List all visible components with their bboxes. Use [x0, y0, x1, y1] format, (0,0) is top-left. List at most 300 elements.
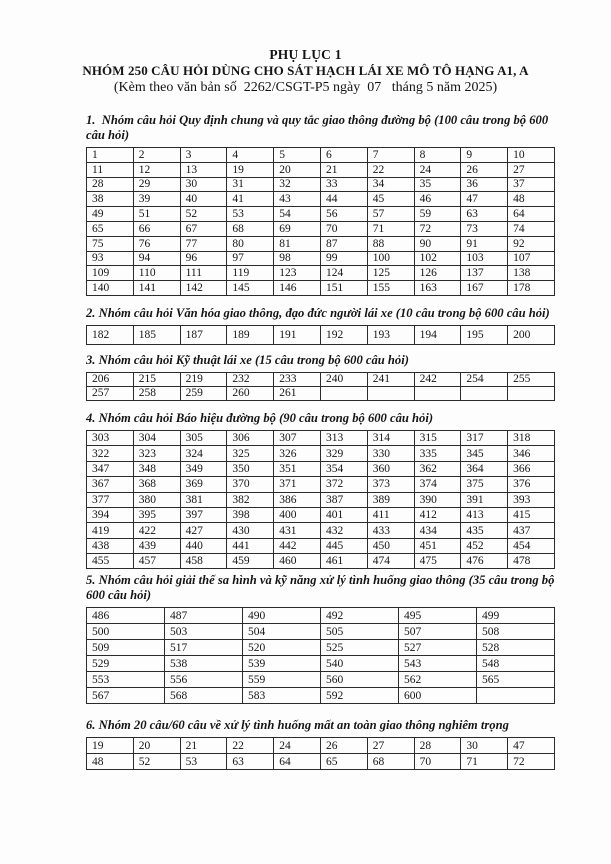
question-number-cell: 451	[414, 538, 461, 553]
question-number-cell: 21	[320, 162, 367, 177]
question-number-cell: 20	[274, 162, 321, 177]
question-number-cell: 100	[367, 251, 414, 266]
question-number-cell: 19	[227, 162, 274, 177]
section-heading: 5. Nhóm câu hỏi giải thế sa hình và kỹ năng xử lý tình huống giao thông (35 câu trong bộ 600 câu hỏi)	[86, 573, 555, 603]
question-number-cell: 93	[87, 251, 134, 266]
question-number-cell: 151	[320, 281, 367, 296]
question-number-cell: 437	[508, 523, 555, 538]
question-number-cell: 540	[321, 656, 399, 672]
question-number-cell: 454	[508, 538, 555, 553]
question-number-cell: 368	[133, 477, 180, 492]
question-number-cell: 22	[367, 162, 414, 177]
question-number-cell: 400	[274, 507, 321, 522]
question-number-cell: 592	[321, 688, 399, 704]
question-number-cell: 360	[367, 461, 414, 476]
question-number-cell: 441	[227, 538, 274, 553]
question-number-cell: 347	[87, 461, 134, 476]
question-number-cell: 455	[87, 554, 134, 569]
question-number-cell: 567	[87, 688, 165, 704]
question-number-cell: 326	[274, 446, 321, 461]
question-number-cell: 182	[87, 325, 134, 344]
question-number-cell: 49	[87, 207, 134, 222]
question-number-cell: 401	[320, 507, 367, 522]
document-title: NHÓM 250 CÂU HỎI DÙNG CHO SÁT HẠCH LÁI XE MÔ TÔ HẠNG A1, A	[82, 63, 529, 78]
question-number-cell	[414, 386, 461, 400]
question-number-cell: 371	[274, 477, 321, 492]
question-number-cell: 452	[461, 538, 508, 553]
question-group-section-3	[86, 353, 555, 401]
question-number-cell: 325	[227, 446, 274, 461]
question-number-cell: 254	[461, 372, 508, 386]
question-number-cell: 20	[133, 738, 180, 754]
question-number-cell: 529	[87, 656, 165, 672]
question-number-cell: 458	[180, 554, 227, 569]
question-number-cell: 44	[320, 192, 367, 207]
question-number-cell: 390	[414, 492, 461, 507]
question-number-cell: 411	[367, 507, 414, 522]
question-number-cell: 432	[320, 523, 367, 538]
question-number-cell: 28	[414, 738, 461, 754]
question-number-cell: 65	[320, 754, 367, 770]
question-number-cell: 560	[321, 672, 399, 688]
question-number-cell: 367	[87, 477, 134, 492]
question-group-section-2	[86, 306, 555, 345]
question-number-cell: 96	[180, 251, 227, 266]
question-number-cell: 57	[367, 207, 414, 222]
section-heading: 4. Nhóm câu hỏi Báo hiệu đường bộ (90 câu trong bộ 600 câu hỏi)	[86, 410, 434, 425]
question-number-cell: 110	[133, 266, 180, 281]
question-number-cell: 63	[227, 754, 274, 770]
table-row	[87, 461, 555, 476]
question-number-cell: 194	[414, 325, 461, 344]
question-number-cell: 568	[165, 688, 243, 704]
question-number-cell: 73	[461, 221, 508, 236]
table-row	[87, 624, 555, 640]
question-number-cell: 64	[274, 754, 321, 770]
question-number-cell: 137	[461, 266, 508, 281]
section-heading: 6. Nhóm 20 câu/60 câu về xử lý tình huống mất an toàn giao thông nghiêm trọng	[86, 718, 509, 733]
question-number-cell: 187	[180, 325, 227, 344]
question-number-cell: 317	[461, 430, 508, 445]
question-number-cell: 5	[274, 148, 321, 163]
question-number-cell: 508	[477, 624, 555, 640]
question-number-cell: 71	[367, 221, 414, 236]
question-number-cell: 48	[508, 192, 555, 207]
sections-container	[86, 113, 555, 770]
table-row	[87, 372, 555, 386]
question-number-cell: 90	[414, 236, 461, 251]
question-number-cell: 193	[367, 325, 414, 344]
question-number-cell: 307	[274, 430, 321, 445]
question-number-cell: 374	[414, 477, 461, 492]
question-number-cell: 98	[274, 251, 321, 266]
question-number-cell: 539	[243, 656, 321, 672]
table-row	[87, 672, 555, 688]
table-row	[87, 656, 555, 672]
question-number-cell: 527	[399, 640, 477, 656]
question-number-cell: 30	[461, 738, 508, 754]
question-number-cell: 258	[133, 386, 180, 400]
question-number-cell: 9	[461, 148, 508, 163]
question-number-cell: 381	[180, 492, 227, 507]
question-number-cell: 520	[243, 640, 321, 656]
question-number-cell: 525	[321, 640, 399, 656]
table-row	[87, 162, 555, 177]
question-number-cell: 259	[180, 386, 227, 400]
table-row	[87, 386, 555, 400]
question-number-cell: 415	[508, 507, 555, 522]
question-number-cell: 6	[320, 148, 367, 163]
question-number-cell: 318	[508, 430, 555, 445]
question-number-cell: 303	[87, 430, 134, 445]
question-number-cell: 30	[180, 177, 227, 192]
question-number-cell: 123	[274, 266, 321, 281]
question-number-cell: 434	[414, 523, 461, 538]
question-number-cell: 260	[227, 386, 274, 400]
question-number-table	[86, 430, 555, 570]
question-number-cell: 41	[227, 192, 274, 207]
appendix-title: PHỤ LỤC 1	[269, 47, 342, 62]
question-number-cell: 119	[227, 266, 274, 281]
document-header	[0, 47, 611, 96]
document-subtitle: (Kèm theo văn bản số 2262/CSGT-P5 ngày 07 tháng 5 năm 2025)	[113, 80, 498, 95]
question-number-cell: 255	[508, 372, 555, 386]
question-number-cell: 393	[508, 492, 555, 507]
question-number-cell: 87	[320, 236, 367, 251]
question-number-cell: 46	[414, 192, 461, 207]
question-number-cell: 313	[320, 430, 367, 445]
question-number-cell: 330	[367, 446, 414, 461]
question-number-cell: 69	[274, 221, 321, 236]
question-number-cell: 430	[227, 523, 274, 538]
table-row	[87, 251, 555, 266]
question-number-cell: 562	[399, 672, 477, 688]
question-number-cell: 8	[414, 148, 461, 163]
question-number-cell: 377	[87, 492, 134, 507]
question-number-cell: 373	[367, 477, 414, 492]
table-row	[87, 281, 555, 296]
question-number-cell: 99	[320, 251, 367, 266]
question-number-cell: 191	[274, 325, 321, 344]
question-number-cell: 21	[180, 738, 227, 754]
question-number-cell: 440	[180, 538, 227, 553]
question-number-cell: 219	[180, 372, 227, 386]
question-number-cell: 80	[227, 236, 274, 251]
question-number-cell: 490	[243, 608, 321, 624]
question-number-cell: 322	[87, 446, 134, 461]
question-number-cell: 200	[508, 325, 555, 344]
question-number-cell: 68	[227, 221, 274, 236]
question-number-cell: 241	[367, 372, 414, 386]
question-number-cell: 140	[87, 281, 134, 296]
question-number-cell: 351	[274, 461, 321, 476]
table-row	[87, 177, 555, 192]
question-number-cell: 47	[508, 738, 555, 754]
table-row	[87, 192, 555, 207]
question-number-cell: 559	[243, 672, 321, 688]
section-heading: 3. Nhóm câu hỏi Kỹ thuật lái xe (15 câu trong bộ 600 câu hỏi)	[86, 352, 409, 367]
question-number-cell: 65	[87, 221, 134, 236]
question-number-cell: 431	[274, 523, 321, 538]
question-number-cell: 63	[461, 207, 508, 222]
question-number-cell: 232	[227, 372, 274, 386]
question-number-cell: 427	[180, 523, 227, 538]
question-number-cell: 323	[133, 446, 180, 461]
question-number-cell: 600	[399, 688, 477, 704]
question-number-cell: 233	[274, 372, 321, 386]
question-number-cell: 242	[414, 372, 461, 386]
question-number-cell: 36	[461, 177, 508, 192]
question-number-cell: 350	[227, 461, 274, 476]
question-number-table	[86, 737, 555, 770]
question-number-cell: 382	[227, 492, 274, 507]
question-number-cell: 503	[165, 624, 243, 640]
question-number-cell: 195	[461, 325, 508, 344]
question-number-cell: 413	[461, 507, 508, 522]
question-number-cell: 314	[367, 430, 414, 445]
question-number-cell: 315	[414, 430, 461, 445]
question-number-cell: 53	[180, 754, 227, 770]
question-number-cell: 53	[227, 207, 274, 222]
table-row	[87, 640, 555, 656]
question-number-cell: 450	[367, 538, 414, 553]
question-number-cell	[320, 386, 367, 400]
question-number-cell: 24	[414, 162, 461, 177]
question-number-cell: 538	[165, 656, 243, 672]
question-number-cell: 583	[243, 688, 321, 704]
question-number-cell: 394	[87, 507, 134, 522]
question-number-cell: 1	[87, 148, 134, 163]
question-number-cell: 67	[180, 221, 227, 236]
question-number-cell	[367, 386, 414, 400]
question-number-cell: 376	[508, 477, 555, 492]
question-number-cell: 369	[180, 477, 227, 492]
question-number-cell: 77	[180, 236, 227, 251]
question-number-cell: 500	[87, 624, 165, 640]
question-number-cell: 478	[508, 554, 555, 569]
question-number-cell: 91	[461, 236, 508, 251]
question-number-cell: 364	[461, 461, 508, 476]
question-number-cell: 97	[227, 251, 274, 266]
question-number-cell: 126	[414, 266, 461, 281]
question-number-cell: 109	[87, 266, 134, 281]
question-number-table	[86, 607, 555, 704]
table-row	[87, 236, 555, 251]
question-number-cell: 412	[414, 507, 461, 522]
question-group-section-5	[86, 573, 555, 704]
question-number-cell: 419	[87, 523, 134, 538]
question-number-cell: 445	[320, 538, 367, 553]
question-number-cell: 192	[320, 325, 367, 344]
question-number-cell: 54	[274, 207, 321, 222]
question-number-cell: 553	[87, 672, 165, 688]
question-group-section-6	[86, 718, 555, 770]
question-number-cell: 19	[87, 738, 134, 754]
question-number-cell: 505	[321, 624, 399, 640]
question-group-section-4	[86, 411, 555, 570]
question-number-cell: 124	[320, 266, 367, 281]
question-number-cell: 59	[414, 207, 461, 222]
question-number-cell: 528	[477, 640, 555, 656]
question-number-cell: 486	[87, 608, 165, 624]
section-heading: 2. Nhóm câu hỏi Văn hóa giao thông, đạo đức người lái xe (10 câu trong bộ 600 câu hỏi)	[86, 305, 550, 320]
table-row	[87, 207, 555, 222]
question-number-cell: 438	[87, 538, 134, 553]
table-row	[87, 148, 555, 163]
question-number-cell: 261	[274, 386, 321, 400]
question-number-cell: 163	[414, 281, 461, 296]
question-number-cell: 435	[461, 523, 508, 538]
question-number-cell: 26	[461, 162, 508, 177]
question-number-cell: 12	[133, 162, 180, 177]
question-number-cell: 305	[180, 430, 227, 445]
question-number-cell: 107	[508, 251, 555, 266]
question-number-cell: 43	[274, 192, 321, 207]
question-number-cell: 386	[274, 492, 321, 507]
question-number-cell: 146	[274, 281, 321, 296]
question-number-cell: 27	[367, 738, 414, 754]
question-number-cell: 68	[367, 754, 414, 770]
question-number-cell: 94	[133, 251, 180, 266]
question-number-cell: 354	[320, 461, 367, 476]
question-number-cell: 34	[367, 177, 414, 192]
question-number-cell: 475	[414, 554, 461, 569]
question-number-cell: 2	[133, 148, 180, 163]
question-number-cell: 13	[180, 162, 227, 177]
table-row	[87, 507, 555, 522]
question-number-table	[86, 325, 555, 345]
question-number-cell: 507	[399, 624, 477, 640]
table-row	[87, 430, 555, 445]
question-number-cell: 32	[274, 177, 321, 192]
table-row	[87, 754, 555, 770]
question-number-cell: 372	[320, 477, 367, 492]
question-number-cell: 31	[227, 177, 274, 192]
question-number-cell: 442	[274, 538, 321, 553]
question-number-cell: 48	[87, 754, 134, 770]
question-number-table	[86, 147, 555, 296]
question-number-cell: 4	[227, 148, 274, 163]
question-number-cell: 167	[461, 281, 508, 296]
question-number-cell: 88	[367, 236, 414, 251]
question-number-cell: 39	[133, 192, 180, 207]
question-number-cell: 51	[133, 207, 180, 222]
question-number-cell: 459	[227, 554, 274, 569]
question-number-cell: 56	[320, 207, 367, 222]
question-number-cell: 346	[508, 446, 555, 461]
question-number-cell: 240	[320, 372, 367, 386]
question-number-cell: 66	[133, 221, 180, 236]
question-number-cell: 391	[461, 492, 508, 507]
question-number-cell: 375	[461, 477, 508, 492]
question-number-cell: 433	[367, 523, 414, 538]
question-number-cell: 306	[227, 430, 274, 445]
table-row	[87, 477, 555, 492]
question-number-cell: 28	[87, 177, 134, 192]
table-row	[87, 523, 555, 538]
question-number-cell: 476	[461, 554, 508, 569]
question-number-cell: 52	[133, 754, 180, 770]
question-number-cell: 40	[180, 192, 227, 207]
question-number-cell: 102	[414, 251, 461, 266]
question-number-cell: 29	[133, 177, 180, 192]
question-number-cell: 27	[508, 162, 555, 177]
question-number-cell: 75	[87, 236, 134, 251]
question-number-cell: 370	[227, 477, 274, 492]
question-number-cell: 460	[274, 554, 321, 569]
question-number-cell: 362	[414, 461, 461, 476]
question-number-cell: 548	[477, 656, 555, 672]
question-number-cell: 76	[133, 236, 180, 251]
question-number-cell: 141	[133, 281, 180, 296]
question-number-cell: 3	[180, 148, 227, 163]
question-number-cell: 457	[133, 554, 180, 569]
question-number-cell: 398	[227, 507, 274, 522]
question-number-cell: 70	[320, 221, 367, 236]
table-row	[87, 266, 555, 281]
table-row	[87, 221, 555, 236]
question-number-cell: 329	[320, 446, 367, 461]
question-number-cell: 11	[87, 162, 134, 177]
question-number-cell: 138	[508, 266, 555, 281]
question-number-cell: 7	[367, 148, 414, 163]
question-number-cell: 74	[508, 221, 555, 236]
question-number-cell: 52	[180, 207, 227, 222]
table-row	[87, 688, 555, 704]
question-number-cell: 397	[180, 507, 227, 522]
question-number-cell: 487	[165, 608, 243, 624]
table-row	[87, 538, 555, 553]
question-number-cell: 348	[133, 461, 180, 476]
question-number-cell: 366	[508, 461, 555, 476]
question-number-cell: 474	[367, 554, 414, 569]
question-number-cell: 304	[133, 430, 180, 445]
question-number-cell: 461	[320, 554, 367, 569]
question-number-cell: 70	[414, 754, 461, 770]
question-number-cell: 38	[87, 192, 134, 207]
question-number-cell: 324	[180, 446, 227, 461]
question-number-cell: 189	[227, 325, 274, 344]
question-number-cell: 92	[508, 236, 555, 251]
question-number-cell: 345	[461, 446, 508, 461]
question-number-cell: 395	[133, 507, 180, 522]
question-number-cell: 33	[320, 177, 367, 192]
table-row	[87, 554, 555, 569]
question-number-cell: 492	[321, 608, 399, 624]
question-number-cell: 24	[274, 738, 321, 754]
table-row	[87, 325, 555, 344]
question-number-table	[86, 372, 555, 401]
question-number-cell: 72	[414, 221, 461, 236]
question-number-cell: 72	[508, 754, 555, 770]
question-number-cell: 499	[477, 608, 555, 624]
table-row	[87, 608, 555, 624]
question-number-cell: 565	[477, 672, 555, 688]
table-row	[87, 738, 555, 754]
question-number-cell: 10	[508, 148, 555, 163]
question-number-cell: 111	[180, 266, 227, 281]
question-group-section-1	[86, 113, 555, 296]
question-number-cell: 26	[320, 738, 367, 754]
question-number-cell: 81	[274, 236, 321, 251]
question-number-cell	[461, 386, 508, 400]
table-row	[87, 492, 555, 507]
question-number-cell: 71	[461, 754, 508, 770]
question-number-cell: 349	[180, 461, 227, 476]
question-number-cell: 37	[508, 177, 555, 192]
question-number-cell: 45	[367, 192, 414, 207]
question-number-cell: 125	[367, 266, 414, 281]
